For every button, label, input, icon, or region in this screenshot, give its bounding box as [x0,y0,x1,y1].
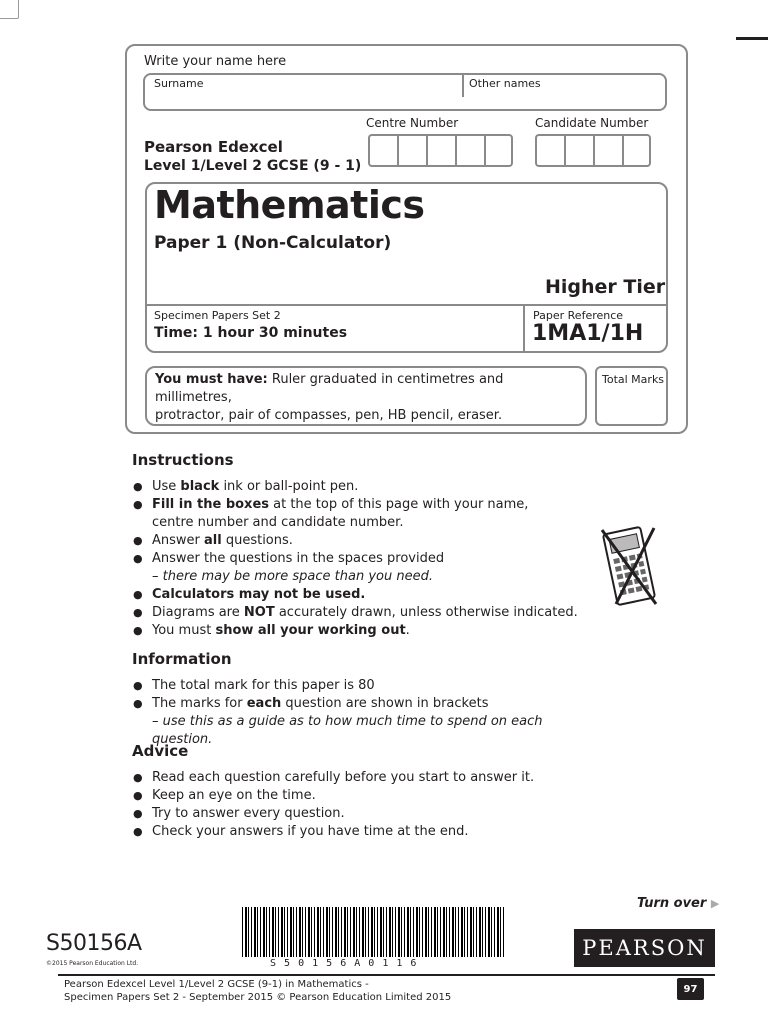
centre-number-label: Centre Number [366,116,459,130]
list-item: ● Try to answer every question. [132,805,592,823]
instructions-list [132,478,592,640]
barcode [242,907,504,957]
pearson-logo: PEARSON [574,929,715,967]
list-item: ● Keep an eye on the time. [132,787,592,805]
footer-line-1: Pearson Edexcel Level 1/Level 2 GCSE (9-1) in Mathematics - [64,979,369,990]
list-item: ● You must show all your working out. [132,622,592,640]
list-item: ● The total mark for this paper is 80 [132,677,592,695]
list-item: ● Use black ink or ball-point pen. [132,478,592,496]
page-number: 97 [677,978,704,1000]
list-item: ● Read each question carefully before you start to answer it. [132,769,592,787]
list-item: ● Calculators may not be used. [132,586,592,604]
triangle-right-icon: ▶ [710,897,720,910]
must-have-text [155,371,580,425]
candidate-number-boxes[interactable] [535,134,651,167]
time-allowed: Time: 1 hour 30 minutes [154,325,348,341]
list-item: ● The marks for each question are shown in brackets [132,695,592,713]
footer-line-2: Specimen Papers Set 2 - September 2015 © Pearson Education Limited 2015 [64,992,452,1003]
crop-mark [0,0,19,19]
barcode-text: S 5 0 1 5 6 A 0 1 1 6 [270,958,418,969]
list-item: ● Fill in the boxes at the top of this page with your name, [132,496,592,514]
list-item: ● Answer the questions in the spaces provided [132,550,592,568]
turn-over-label: Turn over ▶ [637,896,720,911]
other-names-label: Other names [469,77,541,90]
list-item: – use this as a guide as to how much time to spend on each question. [152,714,543,747]
paper-reference: 1MA1/1H [532,321,644,346]
paper-reference-label: Paper Reference [533,309,624,322]
exam-board: Pearson Edexcel [144,138,283,156]
tier-label: Higher Tier [545,276,666,298]
total-marks-label: Total Marks [602,373,665,386]
information-list [132,677,592,749]
other-names-field[interactable] [462,75,666,109]
list-item: ● Diagrams are NOT accurately drawn, unless otherwise indicated. [132,604,592,622]
candidate-number-label: Candidate Number [535,116,649,130]
qualification-level: Level 1/Level 2 GCSE (9 - 1) [144,158,362,174]
title-divider [147,304,666,306]
list-item: centre number and candidate number. [152,515,404,530]
specimen-set: Specimen Papers Set 2 [154,309,281,322]
copyright-small: ©2015 Pearson Education Ltd. [46,960,139,967]
crop-dash [736,37,768,40]
advice-list [132,769,592,841]
total-marks-box[interactable] [595,366,668,426]
must-have-line1: Ruler graduated in centimetres and millimetres, [155,372,504,405]
surname-label: Surname [154,77,204,90]
surname-field[interactable] [142,75,458,109]
list-item: ● Check your answers if you have time at the end. [132,823,592,841]
must-have-label: You must have: [155,372,268,387]
write-name-label: Write your name here [144,54,287,69]
list-item: – there may be more space than you need. [152,569,433,584]
centre-number-boxes[interactable] [368,134,513,167]
paper-code: S50156A [46,931,142,956]
advice-heading: Advice [132,742,189,760]
subject-title: Mathematics [154,183,425,227]
instructions-heading: Instructions [132,451,234,469]
information-heading: Information [132,650,232,668]
crossed-out-calculator-icon [598,524,660,608]
must-have-line2: protractor, pair of compasses, pen, HB pencil, eraser. [155,408,503,423]
list-item: ● Answer all questions. [132,532,592,550]
title-vertical-divider [523,304,525,353]
footer-rule [58,974,715,976]
paper-title: Paper 1 (Non-Calculator) [154,233,392,253]
